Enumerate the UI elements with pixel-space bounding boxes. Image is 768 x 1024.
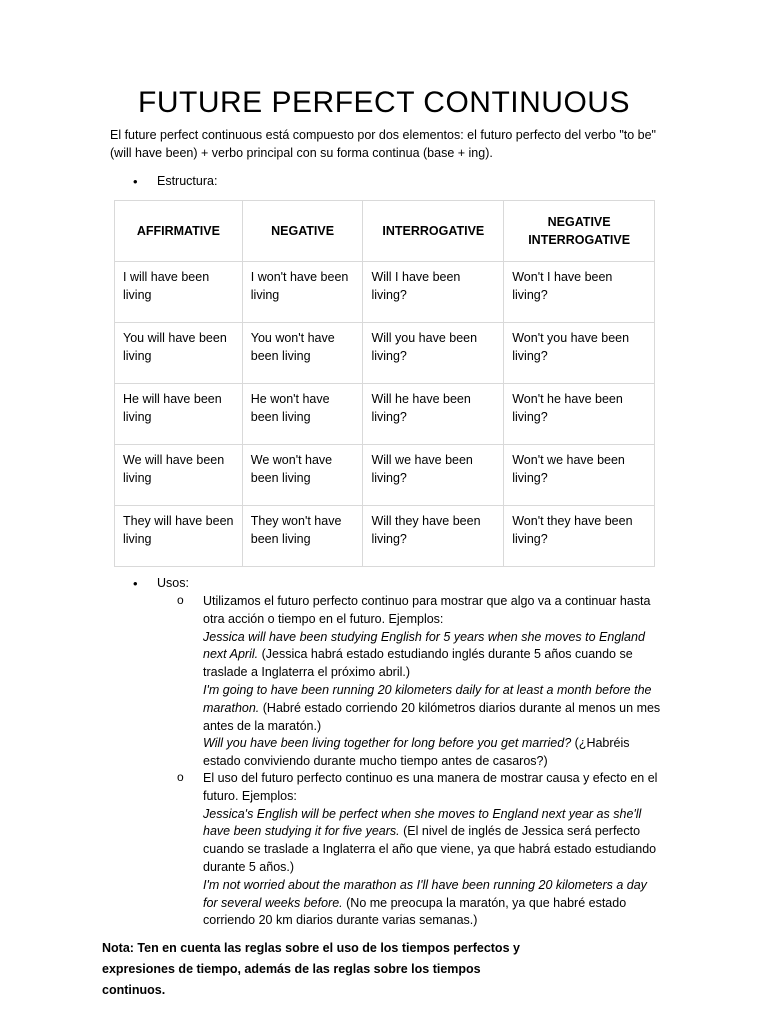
conjugation-table <box>114 200 655 567</box>
example-english: I'm going to have been running 20 kilometers daily for at least a month before the marathon. <box>203 682 652 715</box>
table-cell: We will have been living <box>115 445 243 506</box>
use-1-example-2 <box>203 682 663 735</box>
table-cell: They won't have been living <box>242 506 363 567</box>
use-item-1-body <box>203 593 663 771</box>
page-title: FUTURE PERFECT CONTINUOUS <box>138 86 630 119</box>
use-2-intro: El uso del futuro perfecto continuo es una manera de mostrar causa y efecto en el futuro. Ejemplos: <box>203 771 658 803</box>
table-row <box>115 445 655 506</box>
example-english: Jessica will have been studying English for 5 years when she moves to England next April. <box>203 629 645 662</box>
sub-bullet: o <box>177 770 184 784</box>
table-row <box>115 506 655 567</box>
table-cell: You won't have been living <box>242 323 363 384</box>
table-row <box>115 262 655 323</box>
uses-label: Usos: <box>157 576 189 590</box>
table-cell: I won't have been living <box>242 262 363 323</box>
example-spanish: (¿Habréis estado conviviendo durante mucho tiempo antes de casaros?) <box>203 736 630 769</box>
sub-bullet: o <box>177 593 184 607</box>
use-2-example-2 <box>203 877 663 930</box>
table-cell: You will have been living <box>115 323 243 384</box>
table-cell: He won't have been living <box>242 384 363 445</box>
table-cell: Will they have been living? <box>363 506 504 567</box>
bullet-dot: • <box>133 174 138 189</box>
example-spanish: (No me preocupa la maratón, ya que habré estado corriendo 20 km diarios durante varias semanas.) <box>203 895 627 928</box>
structure-label: Estructura: <box>157 174 218 188</box>
note-paragraph: Nota: Ten en cuenta las reglas sobre el uso de los tiempos perfectos y expresiones de tiempo, además de las reglas sobre los tiempos continuos. <box>102 941 520 997</box>
table-cell: I will have been living <box>115 262 243 323</box>
table-cell: Won't they have been living? <box>504 506 655 567</box>
table-cell: He will have been living <box>115 384 243 445</box>
use-1-intro: Utilizamos el futuro perfecto continuo para mostrar que algo va a continuar hasta otra acción o tiempo en el futuro. Ejemplos: <box>203 594 651 626</box>
example-english: I'm not worried about the marathon as I'll have been running 20 kilometers a day for several weeks before. <box>203 877 647 910</box>
header-negative: NEGATIVE <box>242 201 363 262</box>
example-spanish: (El nivel de inglés de Jessica será perfecto cuando se traslade a Inglaterra el año que viene, ya que habrá estado estudiando durante 5 años.) <box>203 824 657 874</box>
table-row <box>115 323 655 384</box>
use-1-example-3 <box>203 735 663 771</box>
table-cell: Won't we have been living? <box>504 445 655 506</box>
table-cell: Won't you have been living? <box>504 323 655 384</box>
table-header-row <box>115 201 655 262</box>
table-row <box>115 384 655 445</box>
intro-paragraph: El future perfect continuous está compuesto por dos elementos: el futuro perfecto del verbo "to be" (will have been) + verbo principal con su forma continua (base + ing). <box>110 128 656 160</box>
bullet-dot: • <box>133 576 138 591</box>
table-cell: Will he have been living? <box>363 384 504 445</box>
table-cell: Will you have been living? <box>363 323 504 384</box>
example-english: Jessica's English will be perfect when she moves to England next year as she'll have been studying it for five years. <box>203 806 642 839</box>
use-2-example-1 <box>203 806 663 877</box>
example-spanish: (Habré estado corriendo 20 kilómetros diarios durante al menos un mes antes de la maratón.) <box>203 700 661 733</box>
example-spanish: (Jessica habrá estado estudiando inglés durante 5 años cuando se traslade a Inglaterra el próximo abril.) <box>203 647 633 680</box>
use-item-2-body <box>203 770 663 930</box>
table-cell: Won't I have been living? <box>504 262 655 323</box>
table-cell: Will I have been living? <box>363 262 504 323</box>
header-interrogative: INTERROGATIVE <box>363 201 504 262</box>
header-negative-interrogative: NEGATIVE INTERROGATIVE <box>504 201 655 262</box>
header-affirmative: AFFIRMATIVE <box>115 201 243 262</box>
use-1-example-1 <box>203 629 663 682</box>
table-cell: Will we have been living? <box>363 445 504 506</box>
table-cell: We won't have been living <box>242 445 363 506</box>
example-english: Will you have been living together for long before you get married? <box>203 736 572 751</box>
table-cell: They will have been living <box>115 506 243 567</box>
table-cell: Won't he have been living? <box>504 384 655 445</box>
